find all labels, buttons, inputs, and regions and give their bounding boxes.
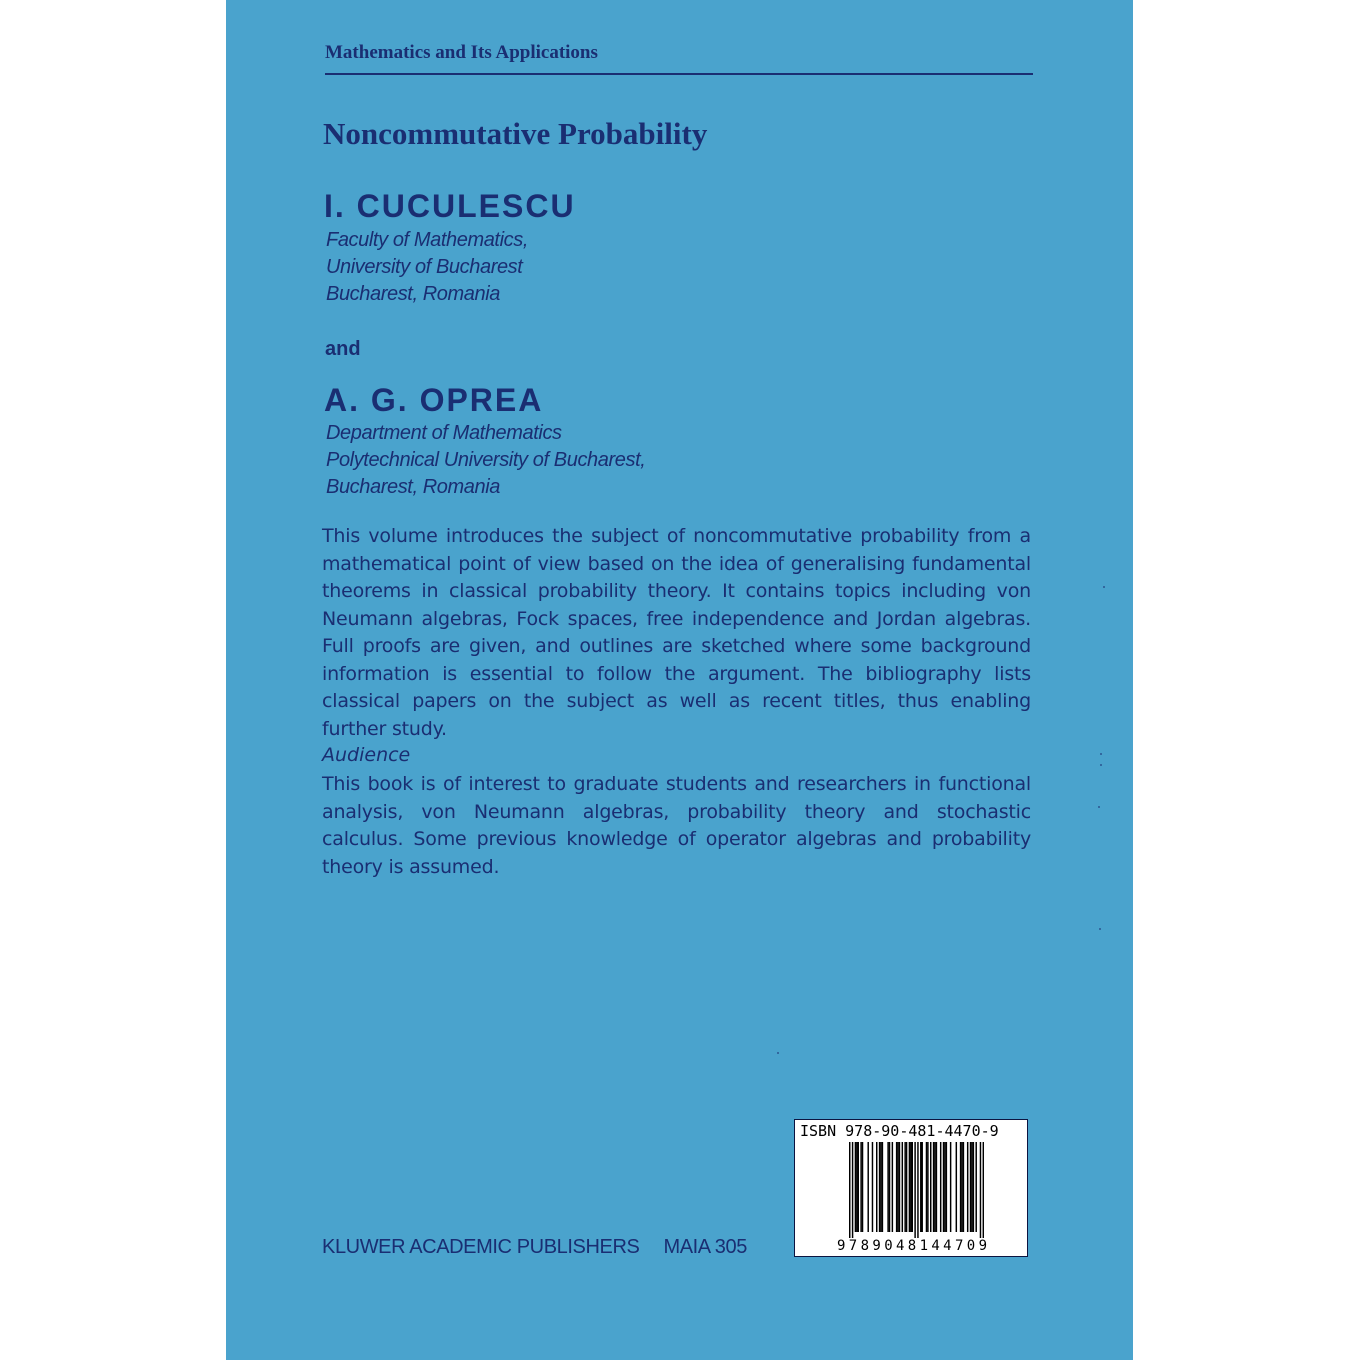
author-conjunction: and (325, 338, 361, 360)
barcode-bar (876, 1142, 877, 1232)
ean-digit: 1 (919, 1238, 929, 1254)
barcode-bar (909, 1142, 910, 1232)
barcode-bar (867, 1142, 868, 1232)
barcode-bar (934, 1142, 935, 1232)
ean-digit: 7 (848, 1238, 858, 1254)
barcode-bar (897, 1142, 898, 1232)
header-rule (325, 73, 1033, 75)
print-speck (1100, 764, 1102, 766)
ean-digit: 7 (954, 1238, 964, 1254)
barcode-icon (849, 1142, 984, 1238)
barcode-bar (892, 1142, 893, 1232)
affiliation-line: Bucharest, Romania (326, 283, 501, 305)
barcode-bar (889, 1142, 890, 1232)
ean-digits (837, 1238, 987, 1254)
barcode-bar (914, 1142, 915, 1238)
author1-affiliation (326, 227, 528, 308)
print-speck (1103, 586, 1105, 588)
barcode-bar (961, 1142, 962, 1232)
book-description: This volume introduces the subject of noncommutative probability from a mathematical point of view based on the idea of generalising fundamental theorems in classical probability theory. It contains topics including von Neumann algebras, Fock spaces, free independence and Jordan algebras. Full proofs are given, and outlines are sketched where some background information is essential to follow the argument. The bibliography lists classical papers on the subject as well as recent titles, thus enabling further study. (322, 525, 1031, 740)
barcode-bar (872, 1142, 873, 1232)
author2-affiliation (326, 420, 645, 501)
ean-digit: 9 (837, 1238, 846, 1254)
barcode-bar (943, 1142, 944, 1232)
barcode-bar (944, 1142, 945, 1232)
affiliation-line: Polytechnical University of Bucharest, (326, 449, 646, 471)
barcode-bar (910, 1142, 911, 1232)
ean-digit: 4 (895, 1238, 905, 1254)
print-speck (1100, 753, 1102, 755)
book-title: Noncommutative Probability (323, 116, 708, 151)
print-speck (777, 1052, 779, 1054)
barcode-bar (950, 1142, 951, 1232)
author1-name: I. CUCULESCU (324, 188, 576, 224)
barcode-bar (849, 1142, 850, 1238)
ean-digit: 8 (907, 1238, 917, 1254)
barcode-bar (926, 1142, 927, 1232)
barcode-bar (927, 1142, 928, 1232)
series-name: Mathematics and Its Applications (325, 42, 598, 63)
ean-digit: 0 (884, 1238, 893, 1254)
barcode-bar (971, 1142, 972, 1232)
barcode-bar (921, 1142, 922, 1232)
barcode-bar (882, 1142, 883, 1232)
barcode-bar (973, 1142, 974, 1232)
barcode-bar (880, 1142, 881, 1232)
barcode-bar (980, 1142, 981, 1238)
barcode-bar (920, 1142, 921, 1232)
ean-digit: 4 (943, 1238, 952, 1254)
audience-description: This book is of interest to graduate students and researchers in functional analysis, von Neumann algebras, probability theory and stochastic calculus. Some previous knowledge of operator algebras and probability theory is assumed. (322, 773, 1031, 878)
barcode-bar (936, 1142, 937, 1232)
barcode-box (794, 1119, 1028, 1257)
barcode-bar (917, 1142, 918, 1238)
barcode-bar (960, 1142, 961, 1232)
barcode-bar (855, 1142, 856, 1232)
barcode-bar (956, 1142, 957, 1232)
isbn-label: ISBN 978-90-481-4470-9 (800, 1122, 999, 1140)
barcode-bar (860, 1142, 861, 1232)
affiliation-line: Bucharest, Romania (326, 476, 501, 498)
barcode-bar (902, 1142, 903, 1232)
barcode-bar (887, 1142, 888, 1232)
barcode-bar (896, 1142, 897, 1232)
audience-heading: Audience (322, 744, 411, 766)
ean-digit: 4 (931, 1238, 940, 1254)
barcode-bar (933, 1142, 934, 1232)
print-speck (1099, 928, 1101, 930)
barcode-bar (856, 1142, 857, 1232)
barcode-bar (967, 1142, 968, 1232)
barcode-bar (930, 1142, 931, 1232)
barcode-bar (899, 1142, 900, 1232)
series-number: MAIA 305 (663, 1236, 747, 1258)
barcode-bar (862, 1142, 863, 1232)
barcode-bar (975, 1142, 976, 1232)
publisher-line (322, 1236, 747, 1259)
barcode-bar (946, 1142, 947, 1232)
affiliation-line: Faculty of Mathematics, (326, 229, 528, 251)
barcode-bar (904, 1142, 905, 1232)
barcode-bar (852, 1142, 853, 1238)
ean-digit: 9 (978, 1238, 987, 1254)
print-speck (1098, 806, 1100, 808)
barcode-bar (879, 1142, 880, 1232)
barcode-bar (858, 1142, 859, 1232)
barcode-bar (940, 1142, 941, 1232)
affiliation-line: University of Bucharest (326, 256, 523, 278)
barcode-bar (983, 1142, 984, 1238)
ean-digit: 8 (860, 1238, 870, 1254)
author2-name: A. G. OPREA (324, 382, 544, 418)
barcode-bar (906, 1142, 907, 1232)
barcode-bar (912, 1142, 913, 1232)
publisher-name: KLUWER ACADEMIC PUBLISHERS (322, 1236, 640, 1258)
barcode-bar (963, 1142, 964, 1232)
ean-digit: 0 (966, 1238, 976, 1254)
ean-digit: 9 (872, 1238, 881, 1254)
barcode-bar (970, 1142, 971, 1232)
affiliation-line: Department of Mathematics (326, 422, 562, 444)
book-back-cover (226, 0, 1133, 1360)
